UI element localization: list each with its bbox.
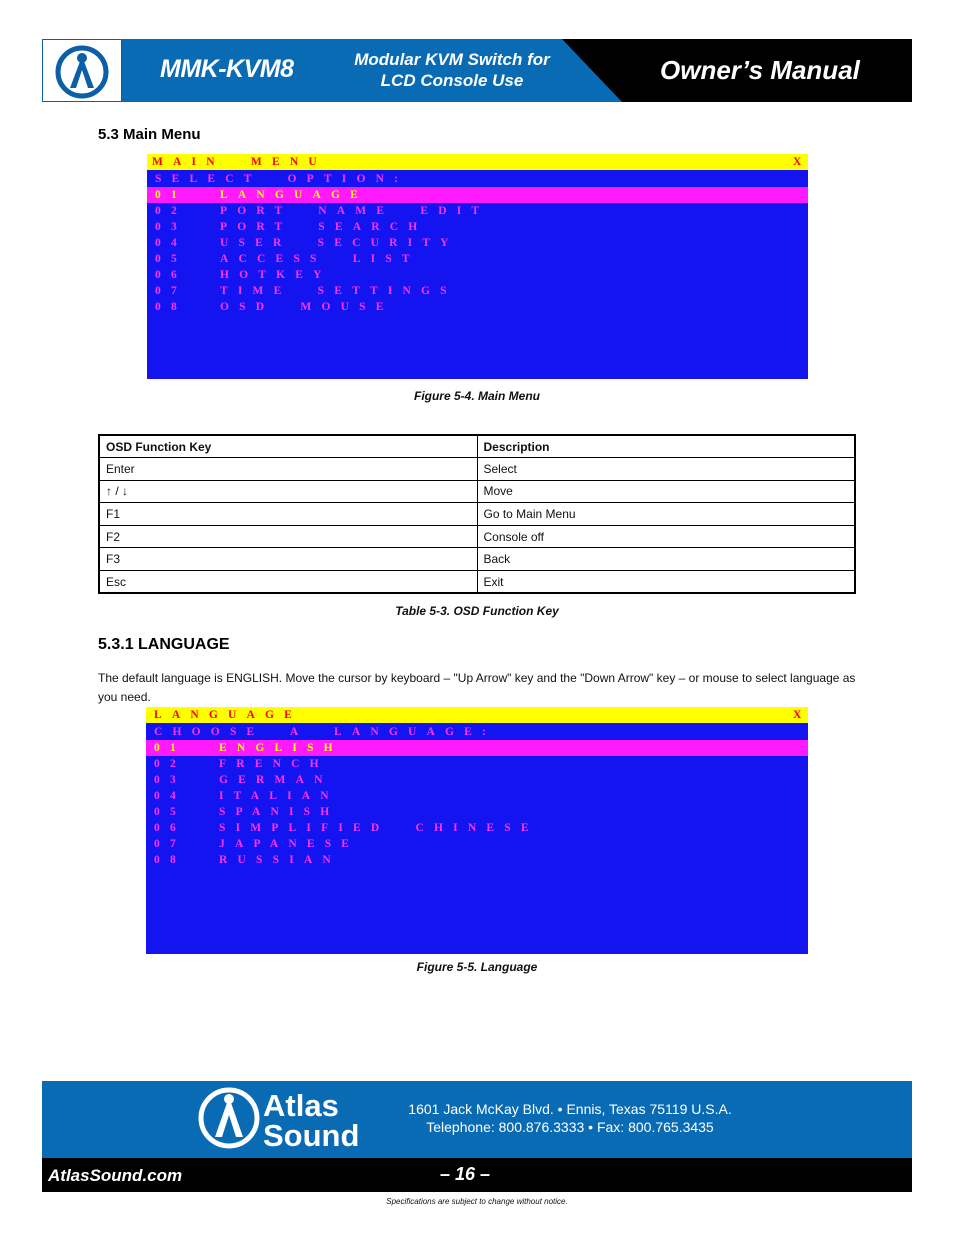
osd-menu-item-number: 02 — [154, 758, 186, 770]
osd-title-bar — [146, 707, 812, 723]
osd-menu-item[interactable] — [147, 219, 808, 235]
osd-menu-item-number: 08 — [155, 301, 187, 313]
table-cell-description: Exit — [477, 571, 855, 594]
manual-title: Owner’s Manual — [660, 55, 860, 85]
osd-prompt: CHOOSE A LANGUAGE: — [154, 726, 497, 738]
section-heading-main-menu: 5.3 Main Menu — [98, 126, 201, 143]
table-row — [99, 525, 855, 548]
table-header-row — [99, 435, 855, 458]
osd-menu-item[interactable] — [147, 251, 808, 267]
osd-menu-item-label: HOTKEY — [220, 269, 332, 281]
osd-menu-item[interactable] — [146, 820, 808, 836]
subtitle-line-1: Modular KVM Switch for — [354, 50, 550, 69]
main-menu-osd-screen — [147, 154, 812, 379]
table-cell-key: Esc — [99, 571, 477, 594]
table-header-description: Description — [477, 435, 855, 458]
osd-menu-item[interactable] — [146, 852, 808, 868]
osd-menu-item-number: 04 — [154, 790, 186, 802]
osd-menu-item-label: PORT NAME EDIT — [220, 205, 490, 217]
osd-menu-item-label: PORT SEARCH — [220, 221, 428, 233]
footer-website-link[interactable]: AtlasSound.com — [48, 1166, 183, 1185]
osd-menu-item[interactable] — [147, 235, 808, 251]
osd-menu-item[interactable] — [147, 299, 808, 315]
atlas-sound-logo — [197, 1085, 387, 1156]
osd-close-icon[interactable]: X — [793, 709, 812, 721]
table-cell-description: Console off — [477, 525, 855, 548]
figure-caption-language: Figure 5-5. Language — [416, 960, 538, 974]
table-row — [99, 480, 855, 503]
osd-menu-item-number: 07 — [155, 285, 187, 297]
osd-menu-item-label: JAPANESE — [219, 838, 360, 850]
osd-menu-item-number: 06 — [154, 822, 186, 834]
section-heading-language: 5.3.1 LANGUAGE — [98, 636, 230, 653]
footer-address-block — [380, 1100, 760, 1136]
osd-close-icon[interactable]: X — [793, 156, 812, 168]
osd-menu-item-number: 02 — [155, 205, 187, 217]
language-paragraph: The default language is ENGLISH. Move the cursor by keyboard – "Up Arrow" key and the "Down Arrow" key – or mouse to select language as you need. — [98, 671, 856, 704]
logo-text-sound: Sound — [263, 1118, 360, 1151]
osd-menu-item[interactable] — [146, 740, 808, 756]
table-cell-key: Enter — [99, 458, 477, 481]
table-row — [99, 458, 855, 481]
osd-menu-item[interactable] — [146, 788, 808, 804]
osd-menu-item-label: SPANISH — [219, 806, 340, 818]
page-number: – 16 – — [440, 1164, 491, 1184]
osd-menu-item-number: 03 — [154, 774, 186, 786]
footer-disclaimer: Specifications are subject to change without notice. — [386, 1197, 568, 1206]
page-header — [42, 39, 912, 102]
product-subtitle — [332, 49, 572, 91]
osd-menu-item-label: GERMAN — [219, 774, 333, 786]
osd-menu-item[interactable] — [147, 267, 808, 283]
table-row — [99, 548, 855, 571]
osd-menu-item-label: LANGUAGE — [220, 189, 369, 201]
osd-menu-item-label: ITALIAN — [219, 790, 339, 802]
figure-caption-main-menu: Figure 5-4. Main Menu — [413, 389, 540, 403]
osd-menu-item-number: 04 — [155, 237, 187, 249]
osd-menu-item-number: 08 — [154, 854, 186, 866]
table-row — [99, 571, 855, 594]
osd-function-key-table — [98, 434, 856, 594]
osd-menu-item-label: SIMPLIFIED CHINESE — [219, 822, 539, 834]
table-cell-description: Select — [477, 458, 855, 481]
osd-menu-item-label: TIME SETTINGS — [220, 285, 457, 297]
osd-menu-item[interactable] — [146, 756, 808, 772]
osd-prompt: SELECT OPTION: — [155, 173, 409, 185]
table-cell-description: Back — [477, 548, 855, 571]
osd-title-bar — [147, 154, 812, 170]
atlas-logo — [42, 39, 122, 102]
table-cell-key: F3 — [99, 548, 477, 571]
osd-menu-item-number: 01 — [154, 742, 186, 754]
osd-menu-item[interactable] — [147, 203, 808, 219]
osd-menu-item[interactable] — [146, 772, 808, 788]
osd-prompt-row — [146, 724, 808, 740]
table-header-key: OSD Function Key — [99, 435, 477, 458]
table-cell-key: ↑ / ↓ — [99, 480, 477, 503]
osd-menu-item[interactable] — [146, 836, 808, 852]
osd-menu-item-label: OSD MOUSE — [220, 301, 394, 313]
table-cell-key: F2 — [99, 525, 477, 548]
osd-menu-item-number: 05 — [155, 253, 187, 265]
table-cell-description: Go to Main Menu — [477, 503, 855, 526]
osd-menu-item-label: RUSSIAN — [219, 854, 341, 866]
osd-menu-item-label: FRENCH — [219, 758, 329, 770]
osd-menu-item-label: ENGLISH — [219, 742, 343, 754]
osd-title: MAIN MENU — [152, 156, 327, 168]
table-caption: Table 5-3. OSD Function Key — [395, 604, 559, 618]
table-row — [99, 503, 855, 526]
osd-menu-item[interactable] — [147, 187, 808, 203]
osd-menu-item[interactable] — [147, 283, 808, 299]
subtitle-line-2: LCD Console Use — [380, 71, 524, 90]
osd-menu-item-number: 07 — [154, 838, 186, 850]
osd-menu-item-label: ACCESS LIST — [220, 253, 420, 265]
osd-title: LANGUAGE — [154, 709, 303, 721]
footer-phone: Telephone: 800.876.3333 • Fax: 800.765.3435 — [426, 1119, 714, 1135]
table-cell-key: F1 — [99, 503, 477, 526]
language-osd-screen — [146, 707, 812, 954]
osd-menu-item[interactable] — [146, 804, 808, 820]
osd-menu-item-label: USER SECURITY — [220, 237, 459, 249]
osd-prompt-row — [147, 171, 808, 187]
osd-menu-item-number: 06 — [155, 269, 187, 281]
osd-menu-item-number: 03 — [155, 221, 187, 233]
osd-menu-item-number: 01 — [155, 189, 187, 201]
model-name: MMK-KVM8 — [160, 55, 294, 83]
logo-text-atlas: Atlas — [263, 1088, 339, 1123]
table-cell-description: Move — [477, 480, 855, 503]
osd-menu-item-number: 05 — [154, 806, 186, 818]
footer-address: 1601 Jack McKay Blvd. • Ennis, Texas 75119 U.S.A. — [408, 1101, 732, 1117]
